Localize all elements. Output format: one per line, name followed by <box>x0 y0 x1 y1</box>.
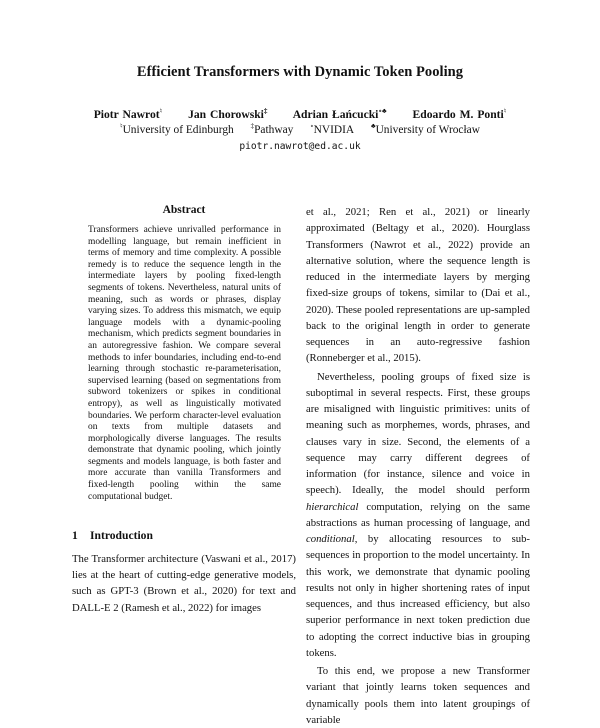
abstract-heading: Abstract <box>162 204 206 216</box>
emphasis-text: conditional <box>306 533 355 545</box>
affiliation-name: NVIDIA <box>313 124 355 136</box>
author-mark: ♮ <box>503 107 507 115</box>
author-name: Piotr Nawrot <box>93 108 160 121</box>
affiliation-mark: ‡ <box>250 122 255 130</box>
affiliation-name: Pathway <box>254 124 294 136</box>
intro-paragraph-left: The Transformer architecture (Vaswani et al., 2017) lies at the heart of cutting-edge generative models, such as GPT-3 (Brown et al., 2020) for text and DALL-E 2 (Ramesh et al., 2022) for images <box>72 553 296 614</box>
body-paragraph: Nevertheless, pooling groups of fixed size is suboptimal in several respects. First, these groups are misaligned with linguistic primitives: units of meaning such as morphemes, words, phrases, and clauses vary in size. Second, the elements of a sequence may carry different degrees of information (for instance, silence and voice in speech). Ideally, the model should perform hierarchical computation, relying on the same abstractions as human processing of language, and conditional, by allocating resources to sub-sequences in proportion to the model uncertainty. In this work, we demonstrate that dynamic pooling results not only in higher shortening rates of input sequences, and thus increased efficiency, but also superior performance in next token prediction due to adopting the correct inductive bias in grouping tokens. <box>306 370 530 659</box>
right-column <box>306 204 530 728</box>
section-number: 1 <box>72 529 78 542</box>
abstract-text: Transformers achieve unrivalled performance in modelling language, but remain inefficient in terms of memory and time complexity. A possible remedy is to reduce the sequence length in the intermediate layers by pooling fixed-length segments of tokens. Nevertheless, natural units of meaning, such as words or phrases, display varying sizes. To address this mismatch, we equip language models with a dynamic-pooling mechanism, which predicts segment boundaries in an autoregressive fashion. We compare several methods to infer boundaries, including end-to-end learning through stochastic re-parameterisation, supervised learning (based on segmentations from subword tokenizers or spikes in conditional entropy), as well as linguistically motivated boundaries. We perform character-level evaluation on texts from multiple datasets and morphologically diverse languages. The results demonstrate that dynamic pooling, which jointly segments and models language, is both faster and more accurate than vanilla Transformers and fixed-length pooling within the same computational budget. <box>88 225 281 502</box>
author-name: Edoardo M. Ponti <box>412 108 504 121</box>
affiliation-mark: ∘ <box>310 122 314 130</box>
affiliation-mark: ♮ <box>120 122 123 130</box>
section-title: Introduction <box>90 529 153 542</box>
body-paragraph: et al., 2021; Ren et al., 2021) or linearly approximated (Beltagy et al., 2020). Hourglass Transformers (Nawrot et al., 2022) provide an alternative solution, where the sequence length is reduced in the intermediate layers by merging fixed-size groups of tokens, similar to (Dai et al., 2020). These pooled representations are up-sampled back to the original length in order to generate sequences in an auto-regressive fashion (Ronneberger et al., 2015). <box>306 206 530 365</box>
affiliation-mark: ♣ <box>370 122 376 130</box>
contact-email: piotr.nawrot@ed.ac.uk <box>239 141 361 152</box>
paper-title: Efficient Transformers with Dynamic Token Pooling <box>136 64 464 80</box>
author-mark: ∘♣ <box>378 107 387 115</box>
author-mark: ♮ <box>159 107 163 115</box>
author-list <box>0 108 600 121</box>
emphasis-text: hierarchical <box>306 500 359 513</box>
author-mark: ‡ <box>263 107 268 115</box>
author-name: Jan Chorowski <box>188 108 264 121</box>
affiliation-name: University of Wrocław <box>375 124 480 136</box>
affiliation-list <box>0 124 600 136</box>
body-paragraph: To this end, we propose a new Transformer variant that jointly learns token sequences and dynamically pools them into latent groupings of variable <box>306 665 530 726</box>
author-name: Adrian Łańcucki <box>292 108 379 121</box>
section-heading <box>72 529 153 542</box>
affiliation-name: University of Edinburgh <box>122 124 234 136</box>
